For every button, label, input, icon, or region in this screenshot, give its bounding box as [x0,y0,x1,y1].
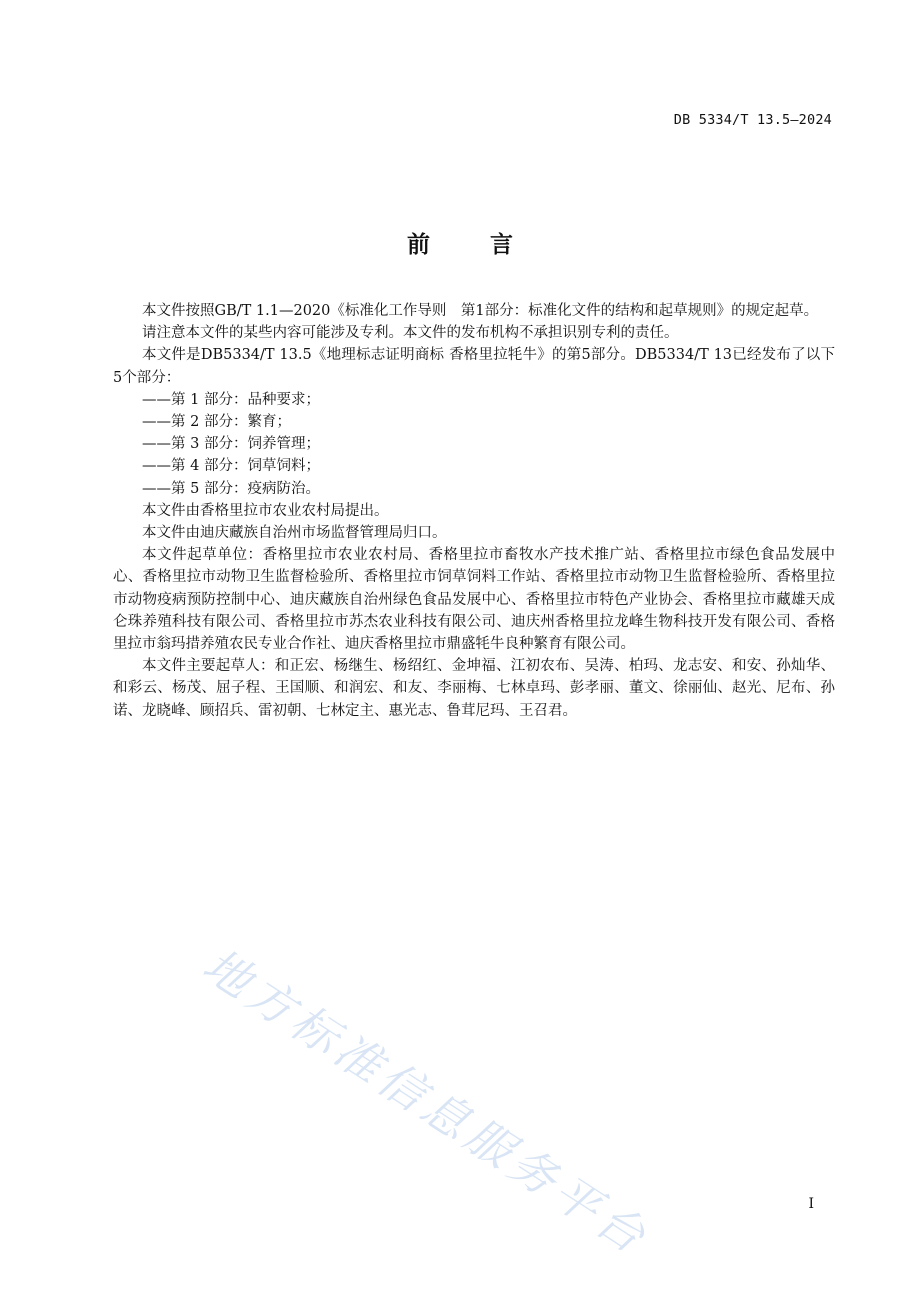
list-item-part-3: ——第 3 部分：饲养管理； [142,436,320,453]
list-item-part-5: ——第 5 部分：疫病防治。 [142,480,320,497]
list-item-part-4: ——第 4 部分：饲草饲料； [142,458,320,475]
paragraph-patent-notice: 请注意本文件的某些内容可能涉及专利。本文件的发布机构不承担识别专利的责任。 [142,325,679,342]
paragraph-drafting-units: 本文件起草单位：香格里拉市农业农村局、香格里拉市畜牧水产技术推广站、香格里拉市绿色食品发展中心、香格里拉市动物卫生监督检验所、香格里拉市饲草饲料工作站、香格里拉市动物卫生监督检验所、香格里拉市动物疫病预防控制中心、迪庆藏族自治州绿色食品发展中心、香格里拉市特色产业协会、香格里拉市藏雄天成仑珠养殖科技有限公司、香格里拉市苏杰农业科技有限公司、迪庆州香格里拉龙峰生物科技开发有限公司、香格里拉市翁玛措养殖农民专业合作社、迪庆香格里拉市鼎盛牦牛良种繁育有限公司。 [113,547,835,653]
title-char-1: 前 [407,232,430,258]
paragraph-proposer: 本文件由香格里拉市农业农村局提出。 [142,502,389,519]
title-char-2: 言 [490,232,513,258]
page-title [0,226,920,259]
paragraph-centralized: 本文件由迪庆藏族自治州市场监督管理局归口。 [142,525,447,542]
page-number: I [808,1196,814,1212]
paragraph-drafting-basis: 本文件按照GB/T 1.1—2020《标准化工作导则 第1部分：标准化文件的结构和起草规则》的规定起草。 [142,303,819,319]
paragraph-drafters: 本文件主要起草人：和正宏、杨继生、杨绍红、金坤福、江初农布、吴涛、柏玛、龙志安、和安、孙灿华、和彩云、杨茂、屈子程、王国顺、和润宏、和友、李丽梅、七林卓玛、彭孝丽、董文、徐丽仙、赵光、尼布、孙诺、龙晓峰、顾招兵、雷初朝、七林定主、惠光志、鲁茸尼玛、王召君。 [113,658,835,719]
paragraph-series-parts: 本文件是DB5334/T 13.5《地理标志证明商标 香格里拉牦牛》的第5部分。DB5334/T 13已经发布了以下5个部分： [113,347,835,386]
watermark: 地方标准信息服务平台 [193,937,660,1267]
document-body [113,300,835,722]
list-item-part-2: ——第 2 部分：繁育； [142,414,291,431]
document-code: DB 5334/T 13.5—2024 [673,112,832,128]
list-item-part-1: ——第 1 部分：品种要求； [142,391,320,408]
